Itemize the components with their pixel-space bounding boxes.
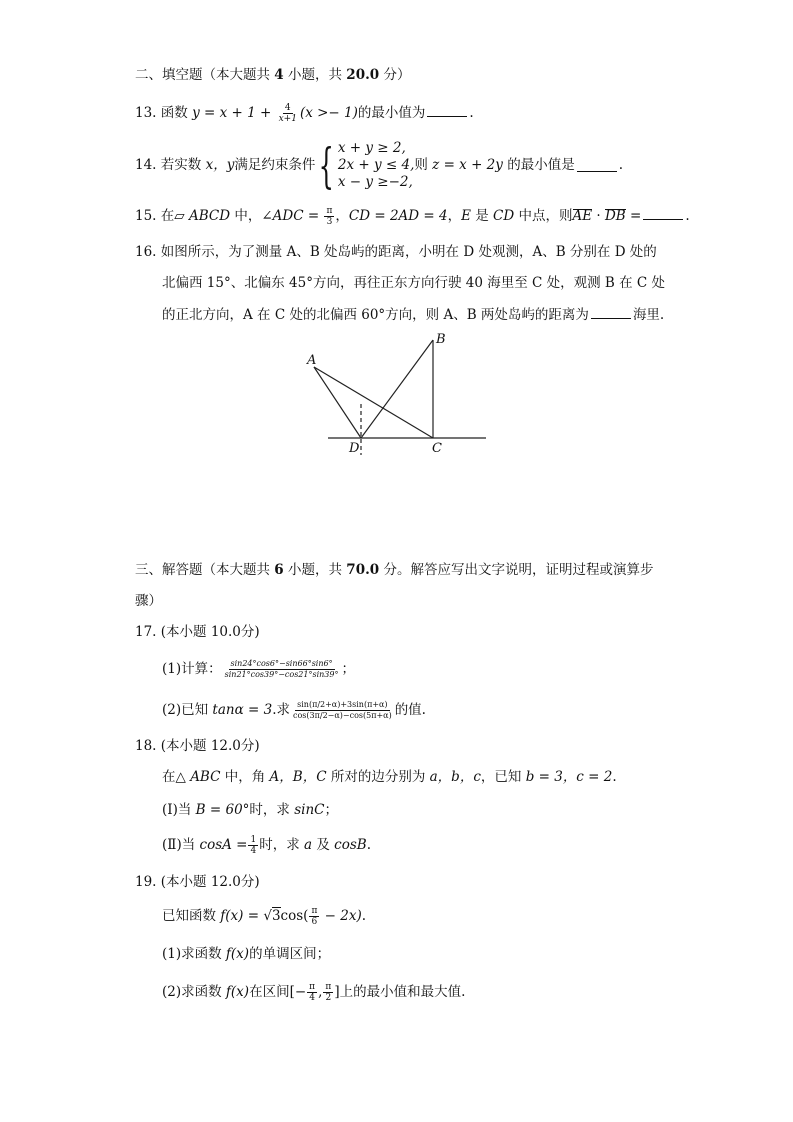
answer-blank[interactable] <box>577 159 617 172</box>
question-13: 13. 函数 y = x + 1 + $\frac{4}{x+1}$ (x >− 1)的最小值为 . <box>135 103 474 124</box>
question-17-header: 17. (本小题 10.0分) <box>135 624 260 640</box>
square-root: √3 <box>263 908 281 924</box>
constraint-system: x + y ≥ 2, 2x + y ≤ 4, x − y ≥−2, <box>337 140 415 190</box>
segment-ac <box>314 367 433 438</box>
label-c: C <box>432 441 442 456</box>
section-2-heading: 二、填空题（本大题共 4 小题，共 20.0 分） <box>135 67 411 83</box>
question-14: 14. 若实数 x，y满足约束条件{ x + y ≥ 2, 2x + y ≤ 4, x − y ≥−2,则 z = x + 2y 的最小值是 . <box>135 137 623 194</box>
left-brace: { <box>318 137 335 194</box>
vector-ae: AE <box>572 208 593 224</box>
question-19-stem: 已知函数 f(x) = √3cos( $\frac{\pi}{6}$ − 2x). <box>162 906 367 927</box>
fraction: $\frac{\pi}{2}$ <box>325 982 332 1003</box>
segment-db <box>361 340 433 438</box>
fraction: $\frac{\pi}{4}$ <box>309 982 316 1003</box>
question-19-header: 19. (本小题 12.0分) <box>135 874 260 890</box>
fraction: $\frac{4}{x+1}$ <box>278 103 297 124</box>
label-b: B <box>436 332 446 347</box>
question-16-line-1: 16. 如图所示，为了测量 A、B 处岛屿的距离，小明在 D 处观测，A、B 分别在 D 处的 <box>135 244 657 260</box>
question-16-line-2: 北偏西 15°、北偏东 45°方向，再往正东方向行驶 40 海里至 C 处，观测 B 在 C 处 <box>162 275 666 291</box>
question-19-part-2: (2)求函数 f(x)在区间[− $\frac{\pi}{4}$ , $\frac{\pi}{2}$ ]上的最小值和最大值. <box>162 982 466 1003</box>
label-d: D <box>349 441 360 456</box>
answer-blank[interactable] <box>643 207 683 220</box>
vector-db: DB <box>604 208 626 224</box>
question-17-part-1: (1)计算： $\frac{\sin 24^\circ\cos 6^\circ-\sin 66^\circ\sin 6^\circ}{\sin 21^\circ\cos 39^\circ-\cos 21^\circ\sin 39^\circ}$ ； <box>162 659 355 679</box>
fraction: $\frac{\sin(\pi/2+\alpha)+3\sin(\pi+\alpha)}{\cos(3\pi/2-\alpha)-\cos(5\pi+\alpha)}$ <box>293 700 392 720</box>
section-3-heading: 三、解答题（本大题共 6 小题，共 70.0 分。解答应写出文字说明，证明过程或演算步 <box>135 562 654 578</box>
fraction: $\frac{\pi}{3}$ <box>326 206 333 227</box>
answer-blank[interactable] <box>591 306 631 319</box>
question-18-part-1: (Ⅰ)当 B = 60°时，求 sinC； <box>162 802 338 818</box>
fraction: $\frac{\pi}{6}$ <box>311 906 318 927</box>
answer-blank[interactable] <box>427 104 467 117</box>
segment-ad <box>314 367 361 438</box>
label-a: A <box>307 353 317 368</box>
question-18-part-2: (Ⅱ)当 cosA = $\frac{1}{4}$ 时，求 a 及 cosB. <box>162 835 372 856</box>
question-19-part-1: (1)求函数 f(x)的单调区间； <box>162 946 331 962</box>
question-18-header: 18. (本小题 12.0分) <box>135 738 260 754</box>
question-16-line-3: 的正北方向，A 在 C 处的北偏西 60°方向，则 A、B 两处岛屿的距离为 海里. <box>162 307 665 323</box>
question-18-stem: 在△ ABC 中，角 A，B，C 所对的边分别为 a，b，c，已知 b = 3，c = 2. <box>162 769 617 785</box>
question-15: 15. 在▱ ABCD 中，∠ADC = $\frac{\pi}{3}$ ，CD = 2AD = 4，E 是 CD 中点，则AE · DB = . <box>135 206 690 227</box>
question-17-part-2: (2)已知 tanα = 3.求 $\frac{\sin(\pi/2+\alpha)+3\sin(\pi+\alpha)}{\cos(3\pi/2-\alpha)-\cos(5\pi+\alpha)}$ 的值. <box>162 700 426 720</box>
fraction: $\frac{1}{4}$ <box>250 835 257 856</box>
fraction: $\frac{\sin 24^\circ\cos 6^\circ-\sin 66^\circ\sin 6^\circ}{\sin 21^\circ\cos 39^\circ-\cos 21^\circ\sin 39^\circ}$ <box>224 659 339 679</box>
section-3-heading-wrap: 骤） <box>135 593 162 609</box>
